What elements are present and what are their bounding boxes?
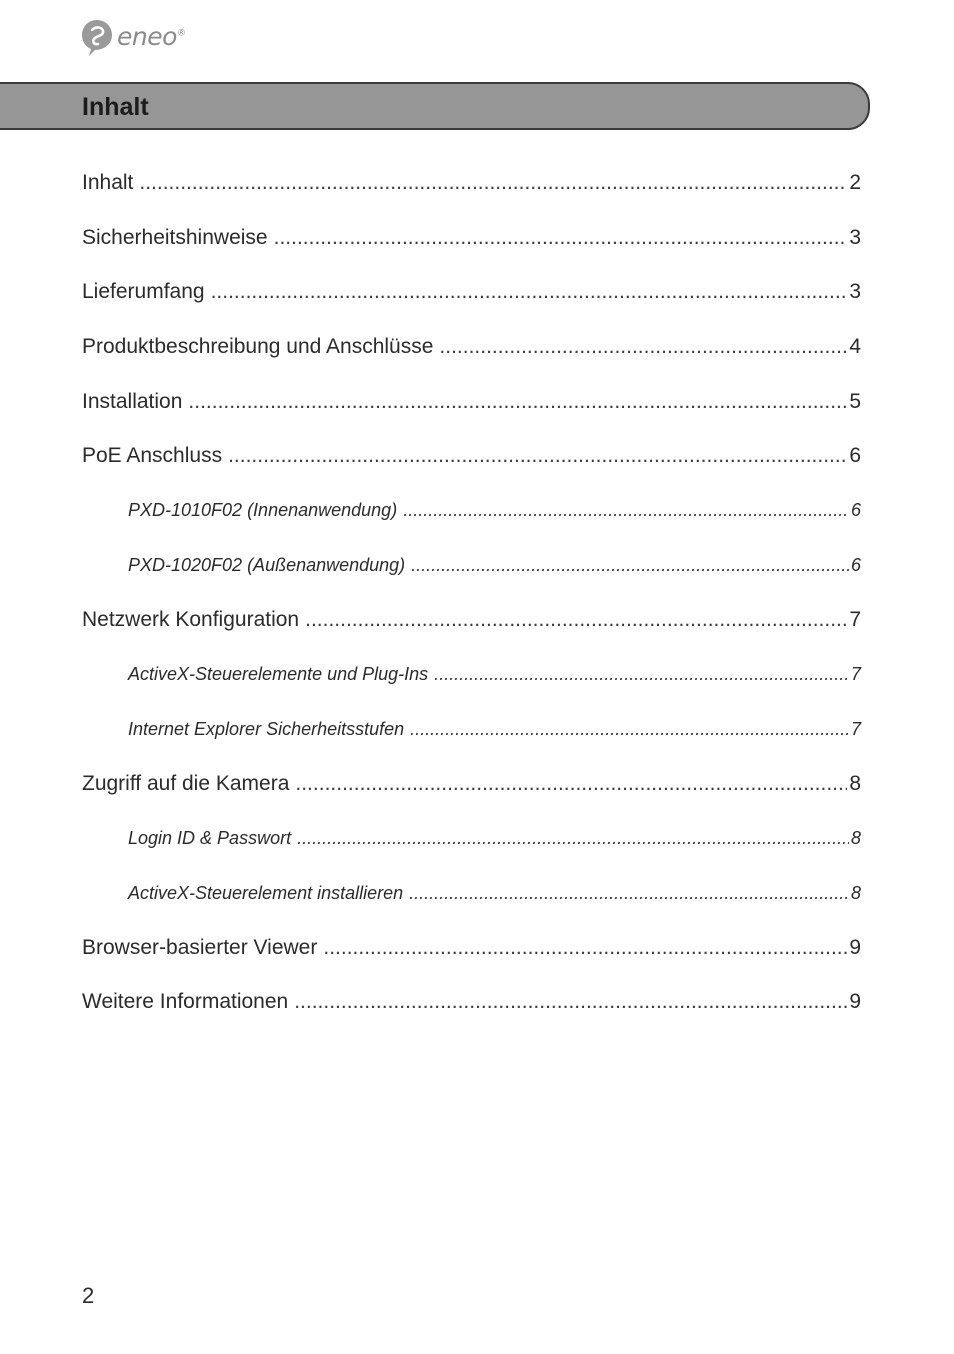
toc-entry-label: Login ID & Passwort [128,827,292,848]
toc-leader-dots [323,936,847,960]
page-title: Inhalt [82,93,149,121]
toc-leader-dots [411,555,849,576]
toc-entry-page: 6 [850,554,861,575]
toc-subentry[interactable] [82,866,861,921]
toc-leader-dots [305,608,847,632]
toc-entry-page: 6 [850,500,861,521]
toc-subentry[interactable] [82,484,861,539]
toc-entry[interactable] [82,374,861,429]
toc-entry-page: 3 [849,280,861,304]
toc-entry[interactable] [82,920,861,975]
toc-leader-dots [434,664,849,685]
toc-subentry[interactable] [82,702,861,757]
toc-leader-dots [228,444,847,468]
toc-entry-label: Zugriff auf die Kamera [82,771,290,795]
toc-entry-label: Browser-basierter Viewer [82,935,318,959]
toc-leader-dots [439,335,847,359]
toc-entry-label: PXD-1010F02 (Innenanwendung) [128,500,398,521]
toc-entry[interactable] [82,320,861,375]
toc-subentry[interactable] [82,538,861,593]
toc-entry-page: 4 [849,335,861,359]
toc-leader-dots [188,390,847,414]
toc-entry-label: ActiveX-Steuerelemente und Plug-Ins [128,664,429,685]
toc-leader-dots [274,226,848,250]
toc-entry-label: Netzwerk Konfiguration [82,608,300,632]
toc-entry-page: 8 [850,882,861,903]
toc-entry-label: Installation [82,389,183,413]
toc-entry[interactable] [82,975,861,1030]
eneo-logo-icon [80,18,114,58]
toc-entry[interactable] [82,265,861,320]
toc-leader-dots [409,883,849,904]
toc-entry[interactable] [82,593,861,648]
toc-entry-label: Inhalt [82,171,134,195]
toc-entry-label: ActiveX-Steuerelement installieren [128,882,404,903]
page-number: 2 [82,1283,95,1308]
toc-entry-label: Internet Explorer Sicherheitsstufen [128,718,405,739]
toc-entry-page: 6 [849,444,861,468]
toc-entry-page: 3 [849,225,861,249]
toc-leader-dots [211,280,848,304]
toc-entry-label: Produktbeschreibung und Anschlüsse [82,335,434,359]
toc-leader-dots [139,171,847,195]
toc-leader-dots [294,990,847,1014]
toc-entry-page: 9 [849,990,861,1014]
toc-entry[interactable] [82,156,861,211]
toc-entry-label: Lieferumfang [82,280,205,304]
toc-subentry[interactable] [82,647,861,702]
toc-leader-dots [403,500,849,521]
toc-entry-label: PXD-1020F02 (Außenanwendung) [128,554,406,575]
toc-entry-page: 7 [850,718,861,739]
toc-entry[interactable] [82,211,861,266]
toc-leader-dots [297,828,849,849]
toc-entry[interactable] [82,429,861,484]
toc-entry[interactable] [82,757,861,812]
toc-subentry[interactable] [82,811,861,866]
brand-logo [80,16,185,60]
toc-entry-page: 9 [849,935,861,959]
toc-entry-page: 5 [849,389,861,413]
toc-entry-page: 7 [849,608,861,632]
logo-wordmark: eneo® [117,21,186,51]
table-of-contents [82,156,861,1030]
toc-leader-dots [295,772,847,796]
toc-entry-page: 7 [850,664,861,685]
toc-leader-dots [410,719,849,740]
toc-entry-label: Weitere Informationen [82,990,289,1014]
toc-entry-label: Sicherheitshinweise [82,225,268,249]
toc-entry-page: 8 [850,827,861,848]
toc-entry-page: 8 [849,771,861,795]
toc-entry-page: 2 [849,171,861,195]
toc-entry-label: PoE Anschluss [82,444,223,468]
